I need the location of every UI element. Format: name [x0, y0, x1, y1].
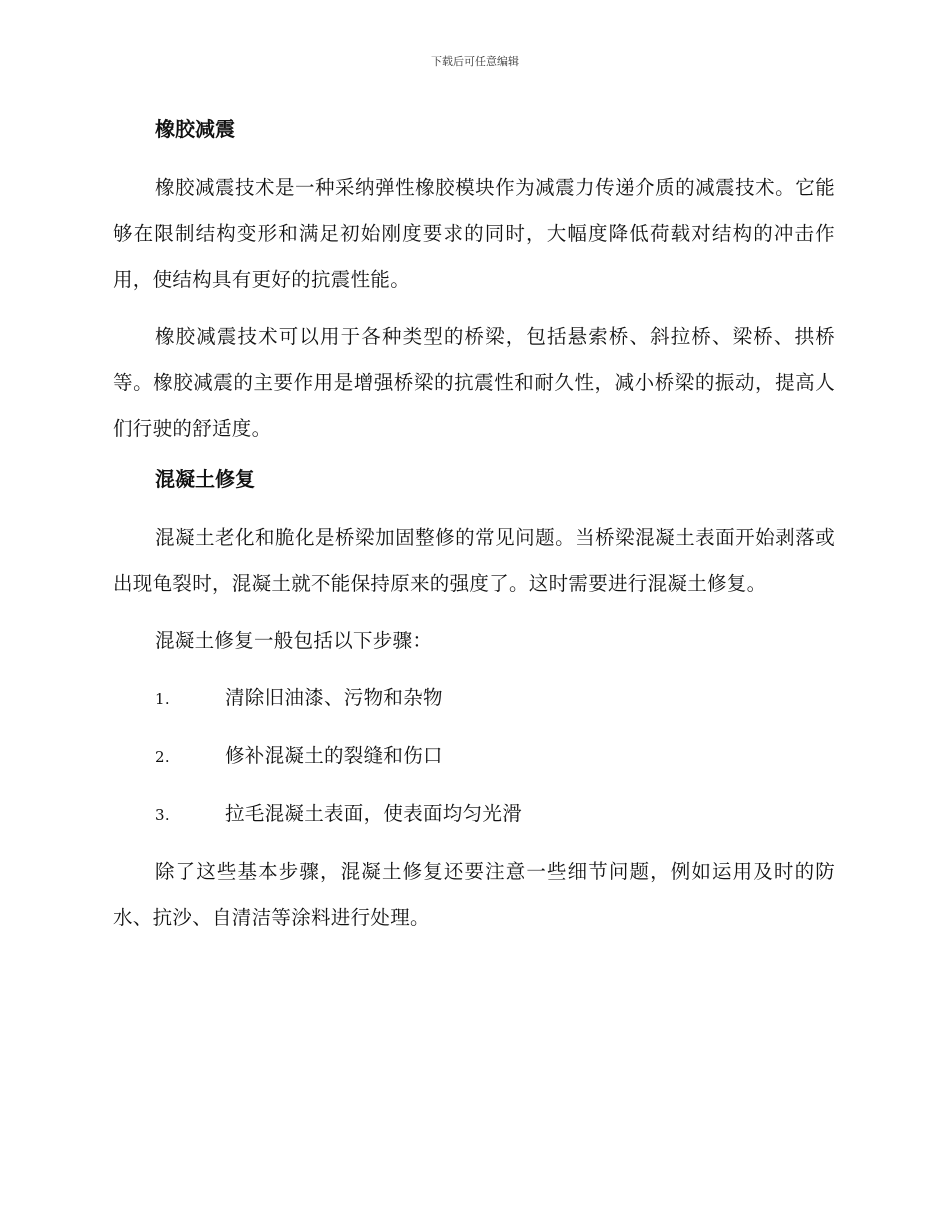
paragraph: 混凝土老化和脆化是桥梁加固整修的常见问题。当桥梁混凝土表面开始剥落或出现龟裂时，混凝土就不能保持原来的强度了。这时需要进行混凝土修复。: [113, 526, 835, 595]
paragraph: 除了这些基本步骤，混凝土修复还要注意一些细节问题，例如运用及时的防水、抗沙、自清洁等涂料进行处理。: [113, 860, 835, 929]
list-item: [113, 791, 835, 838]
list-text: 修补混凝土的裂缝和伤口: [225, 744, 443, 767]
paragraph: 橡胶减震技术可以用于各种类型的桥梁，包括悬索桥、斜拉桥、梁桥、拱桥等。橡胶减震的主要作用是增强桥梁的抗震性和耐久性，减小桥梁的振动，提高人们行驶的舒适度。: [113, 325, 835, 440]
list-number: 2.: [155, 748, 170, 766]
page-header: 下载后可任意编辑: [431, 55, 519, 68]
list-item: [113, 675, 835, 722]
paragraph: 橡胶减震技术是一种采纳弹性橡胶模块作为减震力传递介质的减震技术。它能够在限制结构变形和满足初始刚度要求的同时，大幅度降低荷载对结构的冲击作用，使结构具有更好的抗震性能。: [113, 176, 835, 291]
document-body: [113, 113, 835, 952]
section-heading-rubber-damping: 橡胶减震: [155, 117, 235, 141]
list-number: 1.: [155, 690, 170, 708]
list-item: [113, 733, 835, 780]
list-text: 清除旧油漆、污物和杂物: [225, 686, 443, 709]
paragraph: 混凝土修复一般包括以下步骤：: [155, 629, 433, 652]
list-text: 拉毛混凝土表面，使表面均匀光滑: [225, 802, 523, 825]
section-heading-concrete-repair: 混凝土修复: [155, 467, 255, 491]
list-number: 3.: [155, 806, 170, 824]
